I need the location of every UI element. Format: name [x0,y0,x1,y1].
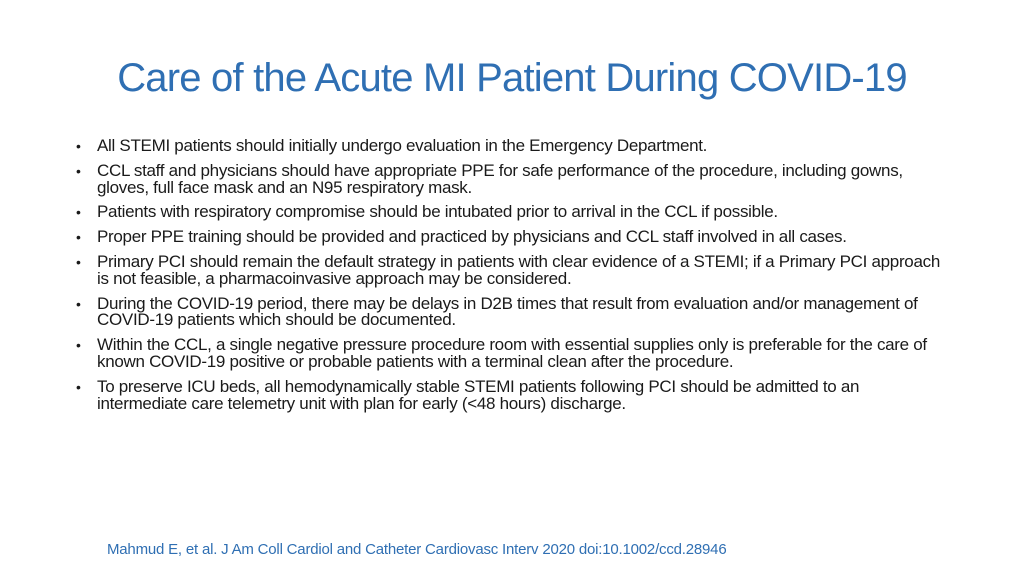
bullet-dot-icon: • [76,229,81,246]
bullet-item [72,293,952,330]
bullet-item [72,204,952,221]
bullet-dot-icon: • [76,162,81,179]
bullet-text: Patients with respiratory compromise should be intubated prior to arrival in the CCL if possible. [97,202,778,222]
bullet-text: Primary PCI should remain the default strategy in patients with clear evidence of a STEMI; if a Primary PCI approach is not feasible, a pharmacoinvasive approach may be considered. [97,251,940,288]
bullet-text: To preserve ICU beds, all hemodynamically stable STEMI patients following PCI should be admitted to an intermediate care telemetry unit with plan for early (<48 hours) discharge. [97,376,860,413]
bullet-item [72,229,952,246]
bullet-text: CCL staff and physicians should have appropriate PPE for safe performance of the procedure, including gowns, gloves, full face mask and an N95 respiratory mask. [97,160,903,197]
bullet-item [72,337,952,371]
bullet-text: Proper PPE training should be provided and practiced by physicians and CCL staff involved in all cases. [97,227,847,247]
bullet-item [72,138,952,155]
bullet-item [72,251,952,288]
bullet-item [72,160,952,197]
bullet-item [72,376,952,413]
bullet-dot-icon: • [76,204,81,221]
bullet-dot-icon: • [76,138,81,154]
citation: Mahmud E, et al. J Am Coll Cardiol and Catheter Cardiovasc Interv 2020 doi:10.1002/ccd.28946 [107,541,727,558]
bullet-dot-icon: • [76,253,81,270]
bullet-text: During the COVID-19 period, there may be delays in D2B times that result from evaluation and/or management of COVID-19 patients which should be documented. [97,293,918,330]
bullet-list [72,138,952,420]
bullet-text: Within the CCL, a single negative pressure procedure room with essential supplies only is preferable for the care of known COVID-19 positive or probable patients with a terminal clean after the procedure. [97,335,927,371]
bullet-dot-icon: • [76,337,81,354]
bullet-dot-icon: • [76,295,81,312]
bullet-dot-icon: • [76,378,81,395]
bullet-text: All STEMI patients should initially undergo evaluation in the Emergency Department. [97,136,708,155]
slide-title: Care of the Acute MI Patient During COVID-19 [117,56,907,100]
